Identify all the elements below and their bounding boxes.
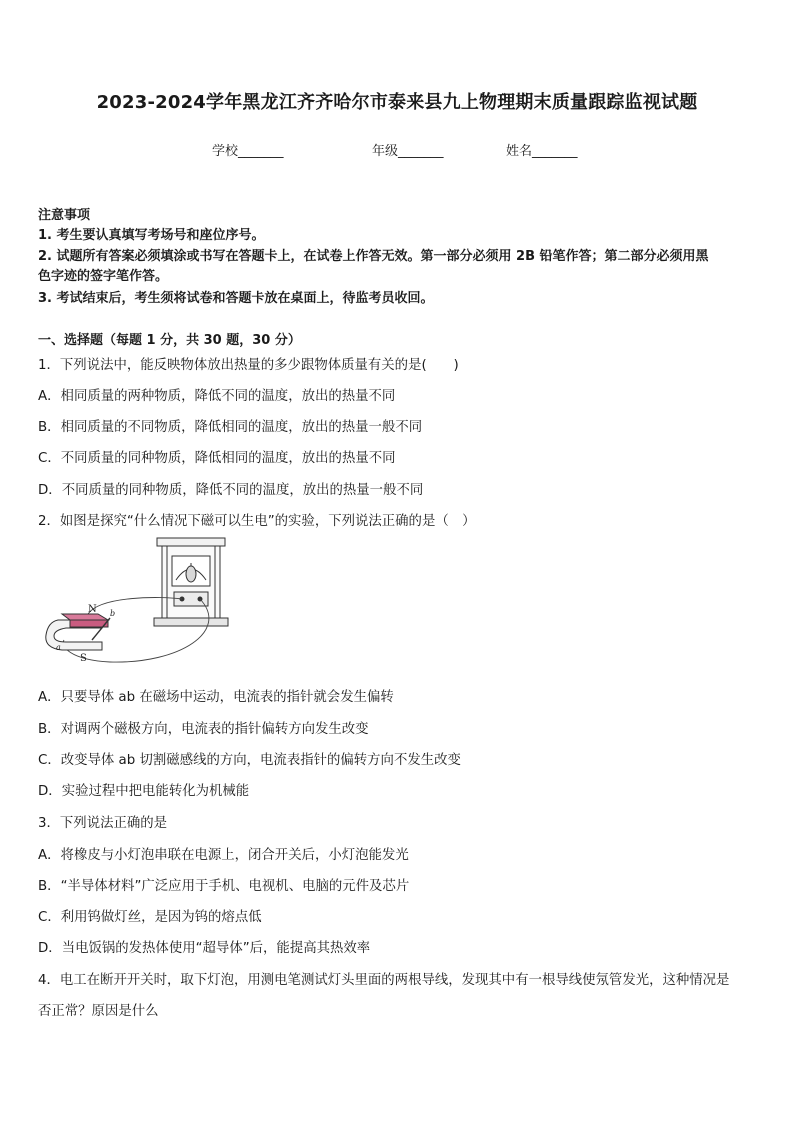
page-title: 2023-2024学年黑龙江齐齐哈尔市泰来县九上物理期末质量跟踪监视试题 bbox=[96, 92, 698, 113]
question-option: B．“半导体材料”广泛应用于手机、电视机、电脑的元件及芯片 bbox=[38, 879, 410, 894]
label-b: b bbox=[110, 609, 116, 618]
question-option: C．不同质量的同种物质，降低相同的温度，放出的热量不同 bbox=[38, 451, 396, 466]
question-option: C．利用钨做灯丝，是因为钨的熔点低 bbox=[38, 910, 262, 925]
school-field: 学校_______ bbox=[212, 144, 284, 159]
galvanometer bbox=[154, 538, 228, 626]
question-stem-continued: 否正常？原因是什么 bbox=[38, 1004, 159, 1019]
notes-heading: 注意事项 bbox=[38, 208, 91, 223]
question-option: D．当电饭锅的发热体使用“超导体”后，能提高其热效率 bbox=[38, 941, 371, 956]
question-option: B．相同质量的不同物质，降低相同的温度，放出的热量一般不同 bbox=[38, 420, 423, 435]
section-heading: 一、选择题（每题 1 分，共 30 题，30 分） bbox=[38, 333, 301, 348]
question-stem: 4．电工在断开开关时，取下灯泡，用测电笔测试灯头里面的两根导线，发现其中有一根导线使氖管发光，这种情况是 bbox=[38, 973, 730, 988]
question-stem: 2．如图是探究“什么情况下磁可以生电”的实验，下列说法正确的是（ ） bbox=[38, 514, 476, 529]
induction-experiment-figure bbox=[40, 536, 240, 666]
question-option: A．将橡皮与小灯泡串联在电源上，闭合开关后，小灯泡能发光 bbox=[38, 848, 409, 863]
note-item: 色字迹的签字笔作答。 bbox=[38, 269, 169, 284]
question-option: D．实验过程中把电能转化为机械能 bbox=[38, 784, 250, 799]
label-n: N bbox=[88, 604, 97, 615]
note-item: 2. 试题所有答案必须填涂或书写在答题卡上，在试卷上作答无效。第一部分必须用 2B 铅笔作答；第二部分必须用黑 bbox=[38, 249, 709, 264]
note-item: 3. 考试结束后，考生须将试卷和答题卡放在桌面上，待监考员收回。 bbox=[38, 291, 434, 306]
question-option: A．只要导体 ab 在磁场中运动，电流表的指针就会发生偏转 bbox=[38, 690, 394, 705]
name-field: 姓名_______ bbox=[506, 144, 578, 159]
note-item: 1. 考生要认真填写考场号和座位序号。 bbox=[38, 228, 265, 243]
question-stem: 1．下列说法中，能反映物体放出热量的多少跟物体质量有关的是( ) bbox=[38, 358, 459, 373]
grade-field: 年级_______ bbox=[372, 144, 444, 159]
label-a: a bbox=[56, 643, 61, 652]
question-stem: 3．下列说法正确的是 bbox=[38, 816, 168, 831]
label-s: S bbox=[80, 653, 87, 664]
question-option: A．相同质量的两种物质，降低不同的温度，放出的热量不同 bbox=[38, 389, 396, 404]
question-option: D．不同质量的同种物质，降低不同的温度，放出的热量一般不同 bbox=[38, 483, 424, 498]
question-option: B．对调两个磁极方向，电流表的指针偏转方向发生改变 bbox=[38, 722, 369, 737]
question-option: C．改变导体 ab 切割磁感线的方向，电流表指针的偏转方向不发生改变 bbox=[38, 753, 461, 768]
